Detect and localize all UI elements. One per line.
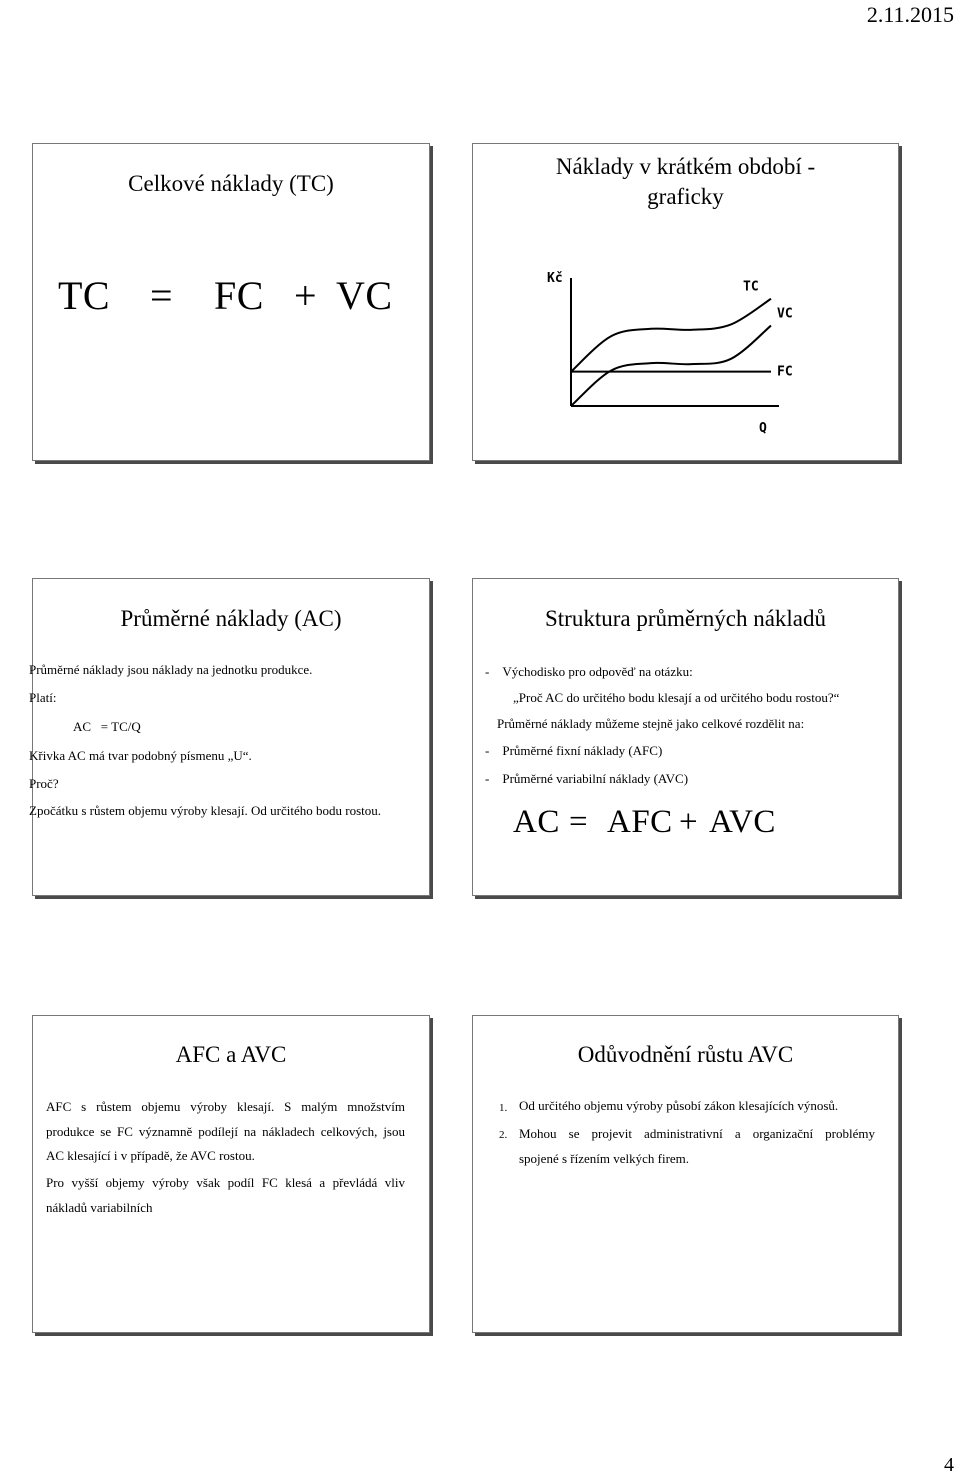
body-line: produkce se FC významně podílejí na nákladech celkových, jsou (46, 1124, 405, 1139)
bullet-line: - Průměrné fixní náklady (AFC) (485, 743, 663, 758)
body-line: Proč? (29, 776, 59, 791)
curve-tc (571, 299, 771, 372)
formula-term: AVC (709, 804, 776, 840)
series-label: VC (777, 306, 793, 322)
ac-formula-line: AC = TC/Q (73, 719, 141, 734)
body-line: Křivka AC má tvar podobný písmenu „U“. (29, 748, 252, 763)
title-line: graficky (647, 184, 724, 209)
slide-title: Struktura průměrných nákladů (544, 606, 827, 631)
list-number: 2. (499, 1129, 508, 1141)
y-axis-label: Kč (547, 271, 563, 286)
body-line: nákladů variabilních (46, 1200, 153, 1215)
list-number: 1. (499, 1102, 508, 1114)
slide-avc-growth-reasons (472, 1015, 899, 1333)
curve-vc (571, 326, 771, 406)
formula-term: AFC (607, 804, 673, 840)
formula-operator: = (569, 804, 589, 840)
bullet-text: Průměrné variabilní náklady (AVC) (502, 771, 689, 786)
question-line: „Proč AC do určitého bodu klesají a od určitého bodu rostou?“ (513, 690, 840, 705)
slide-title: AFC a AVC (175, 1042, 287, 1067)
body-line: Platí: (29, 690, 57, 705)
formula-operator: = (150, 273, 174, 318)
slide-short-run-costs-graph (472, 143, 899, 461)
list-item: Mohou se projevit administrativní a organizační problémy (519, 1126, 875, 1141)
slide-title: Celkové náklady (TC) (128, 171, 334, 196)
body-line: AFC s růstem objemu výroby klesají. S malým množstvím (46, 1099, 405, 1114)
date-header: 2.11.2015 (866, 2, 954, 27)
bullet-line: - Východisko pro odpověď na otázku: (485, 664, 693, 679)
bullet-text: Průměrné fixní náklady (AFC) (502, 743, 663, 758)
series-label: TC (743, 279, 759, 295)
body-line: Zpočátku s růstem objemu výroby klesají. Od určitého bodu rostou. (29, 803, 382, 818)
bullet-line: - Průměrné variabilní náklady (AVC) (485, 771, 689, 786)
slide-average-cost-structure (472, 578, 899, 896)
tc-formula (58, 272, 393, 319)
list-item: Od určitého objemu výroby působí zákon klesajících výnosů. (519, 1098, 839, 1113)
formula-term: AC (513, 804, 560, 840)
ac-structure-formula (513, 804, 776, 841)
slide-afc-avc (32, 1015, 430, 1333)
list-item-continuation: spojené s řízením velkých firem. (519, 1151, 690, 1166)
series-label: FC (777, 364, 793, 380)
slide-title: Průměrné náklady (AC) (120, 606, 342, 631)
slide-average-costs (29, 578, 430, 896)
x-axis-label: Q (759, 421, 767, 436)
slide-title: Odůvodnění růstu AVC (577, 1042, 794, 1067)
formula-operator: + (679, 804, 699, 840)
body-line: Průměrné náklady jsou náklady na jednotku produkce. (29, 662, 313, 677)
body-line: AC klesající i v případě, že AVC rostou. (46, 1148, 255, 1163)
slide-title (473, 152, 898, 212)
page-number: 4 (944, 1454, 954, 1476)
slide-total-costs (32, 143, 430, 461)
body-line: Pro vyšší objemy výroby však podíl FC klesá a převládá vliv (46, 1175, 405, 1190)
bullet-text: Východisko pro odpověď na otázku: (502, 664, 693, 679)
cost-curves-chart (523, 266, 853, 441)
formula-term: VC (336, 273, 393, 318)
title-line: Náklady v krátkém období - (555, 154, 816, 179)
formula-operator: + (294, 273, 318, 318)
body-line: Průměrné náklady můžeme stejně jako celkové rozdělit na: (497, 716, 805, 731)
formula-term: FC (214, 273, 264, 318)
formula-term: TC (58, 273, 111, 318)
